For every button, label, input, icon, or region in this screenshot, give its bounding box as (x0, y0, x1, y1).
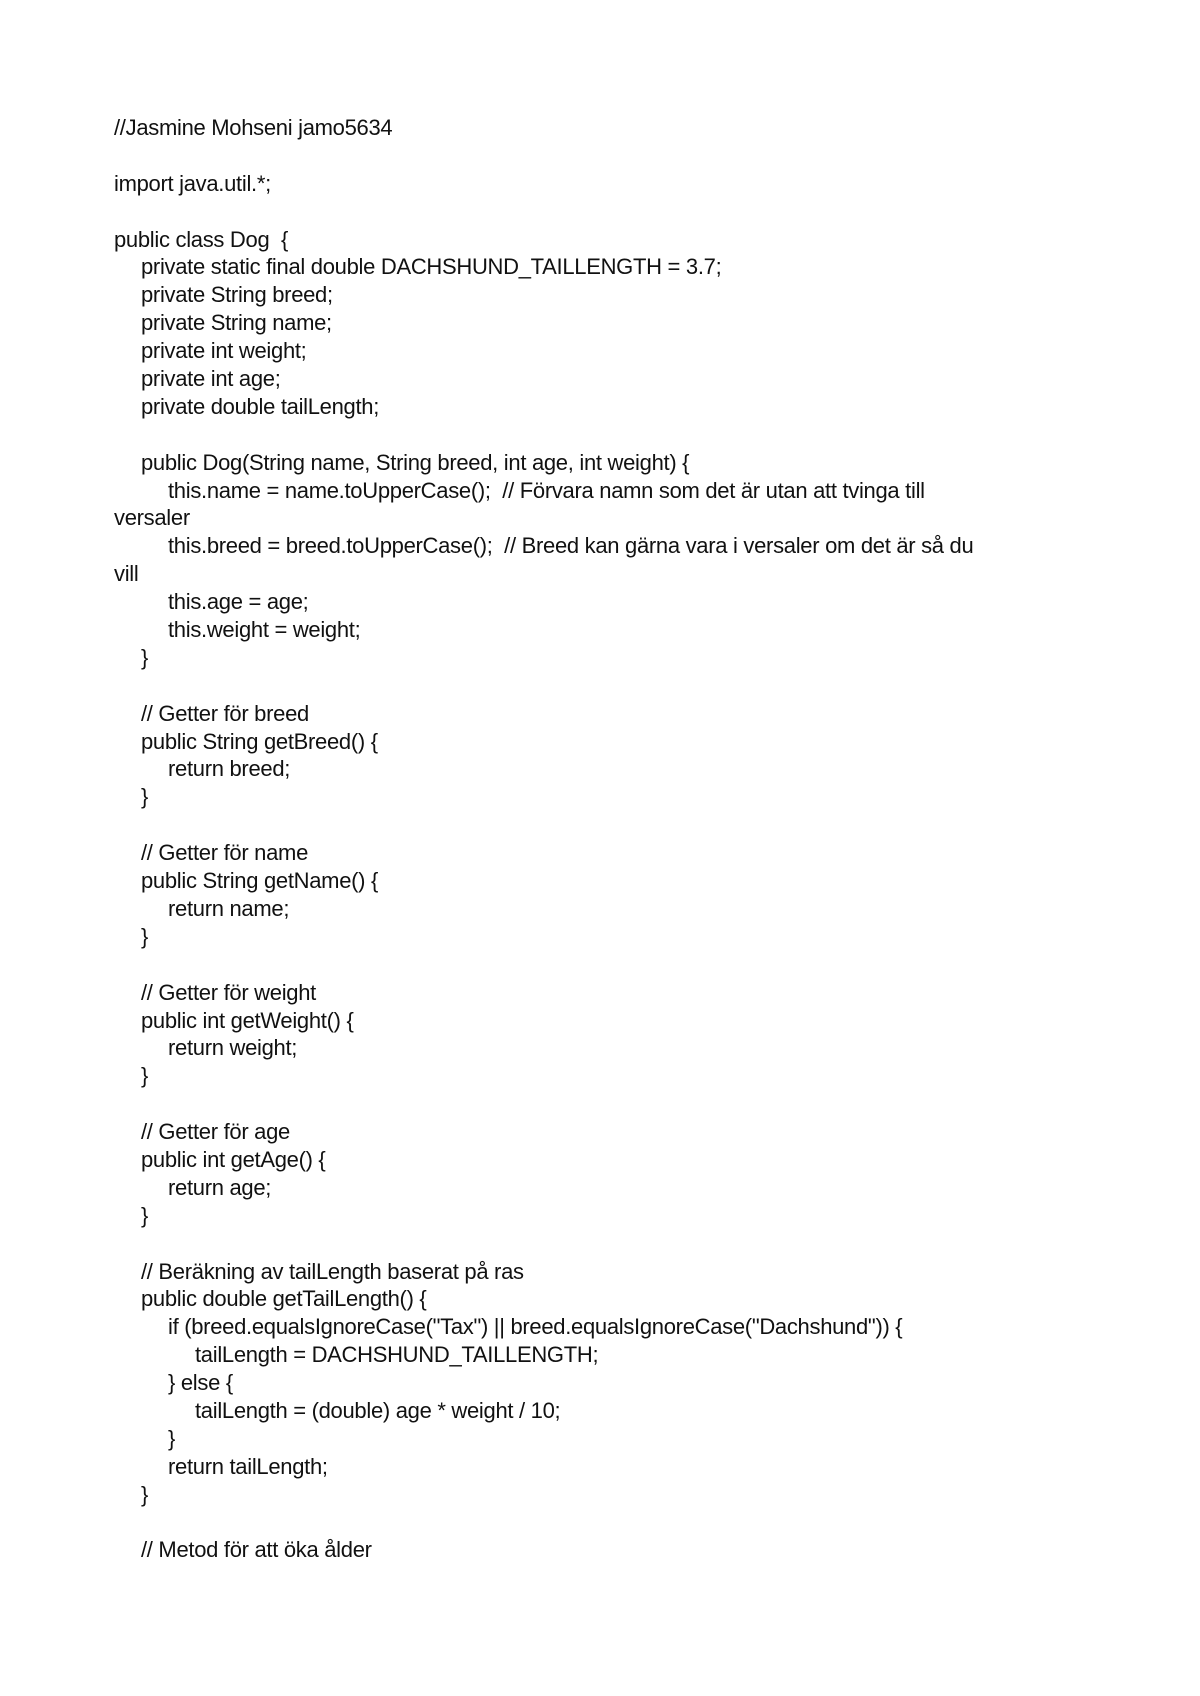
code-line: public Dog(String name, String breed, int age, int weight) { (141, 449, 690, 475)
code-line: this.weight = weight; (168, 617, 361, 643)
code-line: versaler (114, 505, 190, 531)
code-line: public int getAge() { (141, 1146, 326, 1172)
code-line: private int weight; (141, 338, 307, 364)
code-line: if (breed.equalsIgnoreCase("Tax") || breed.equalsIgnoreCase("Dachshund")) { (168, 1314, 903, 1340)
code-line (114, 951, 1104, 979)
code-line: private double tailLength; (141, 393, 380, 419)
code-line: } (141, 1202, 149, 1228)
code-line (114, 1509, 1104, 1537)
code-line: } (141, 923, 149, 949)
code-line: return weight; (168, 1035, 298, 1061)
code-line: return breed; (168, 756, 291, 782)
code-line: return tailLength; (168, 1453, 328, 1479)
code-line (114, 198, 1104, 226)
code-line (114, 421, 1104, 449)
code-line: import java.util.*; (114, 170, 271, 196)
code-comment: // Beräkning av tailLength baserat på ras (141, 1258, 524, 1284)
code-line: public class Dog { (114, 226, 289, 252)
code-line: return name; (168, 895, 290, 921)
code-line: return age; (168, 1174, 272, 1200)
code-comment: // Getter för name (141, 840, 309, 866)
code-line: } (141, 784, 149, 810)
code-line: this.age = age; (168, 589, 309, 615)
code-line (114, 672, 1104, 700)
code-line: vill (114, 561, 139, 587)
code-line: public int getWeight() { (141, 1007, 354, 1033)
code-line: private int age; (141, 366, 281, 392)
code-comment: // Metod för att öka ålder (141, 1537, 372, 1563)
code-comment: // Getter för age (141, 1119, 290, 1145)
code-line: } (141, 1063, 149, 1089)
code-comment: // Getter för weight (141, 979, 316, 1005)
code-line: private String breed; (141, 282, 333, 308)
code-comment: // Getter för breed (141, 700, 309, 726)
code-line: public String getName() { (141, 868, 379, 894)
code-line (114, 142, 1104, 170)
code-line: } (141, 644, 149, 670)
code-line: tailLength = (double) age * weight / 10; (195, 1397, 561, 1423)
code-line: this.name = name.toUpperCase(); // Förvara namn som det är utan att tvinga till (168, 477, 925, 503)
code-line: public double getTailLength() { (141, 1286, 427, 1312)
code-line: } (168, 1425, 176, 1451)
code-line: private static final double DACHSHUND_TAILLENGTH = 3.7; (141, 254, 722, 280)
code-line: private String name; (141, 310, 332, 336)
code-line: //Jasmine Mohseni jamo5634 (114, 115, 393, 140)
code-line: } (141, 1481, 149, 1507)
code-line: tailLength = DACHSHUND_TAILLENGTH; (195, 1342, 599, 1368)
code-line: } else { (168, 1370, 233, 1396)
code-line: this.breed = breed.toUpperCase(); // Breed kan gärna vara i versaler om det är så du (168, 533, 974, 559)
code-line (114, 1090, 1104, 1118)
code-listing (114, 114, 1104, 1564)
code-line (114, 1230, 1104, 1258)
code-line (114, 811, 1104, 839)
code-line: public String getBreed() { (141, 728, 378, 754)
